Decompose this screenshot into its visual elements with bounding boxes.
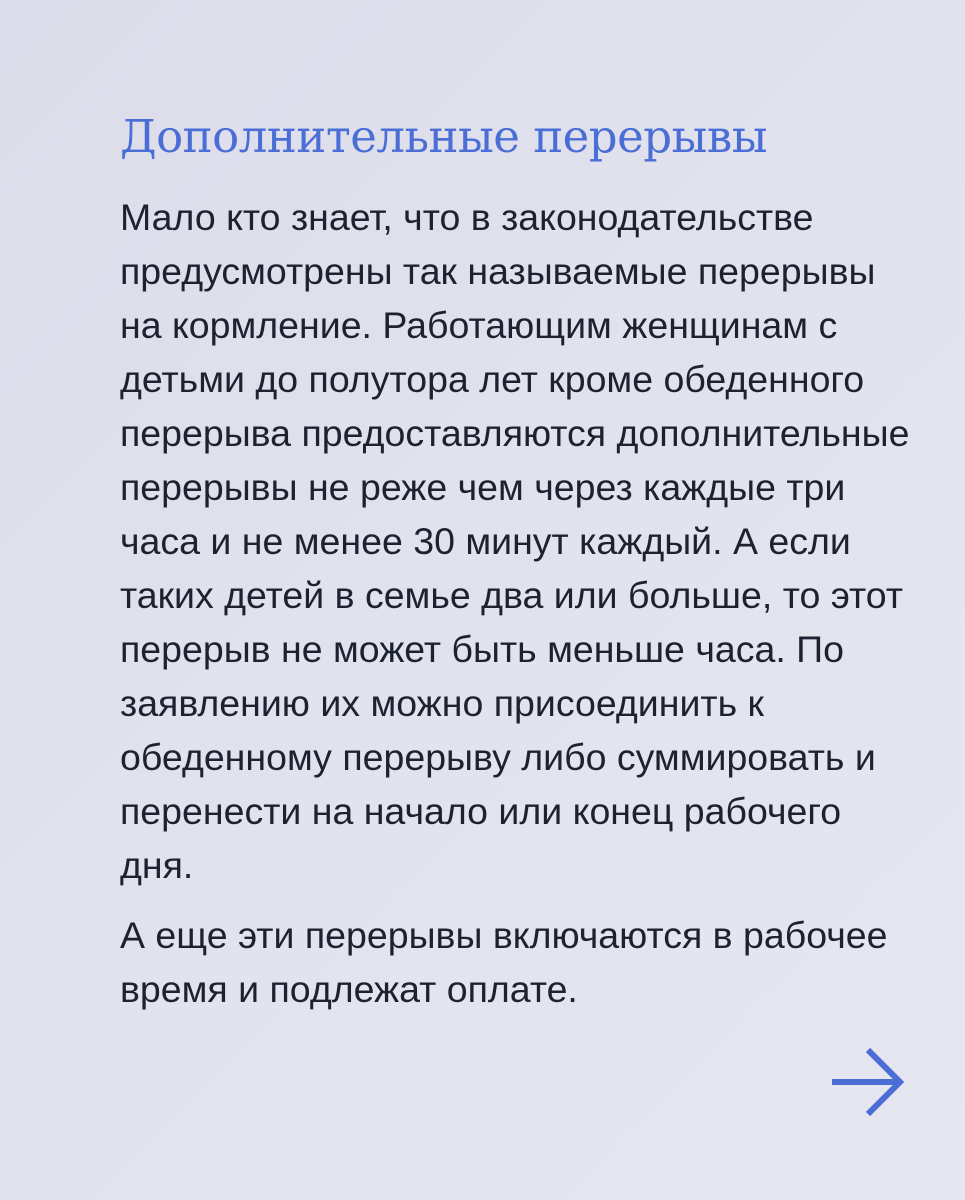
next-slide-button[interactable]	[828, 1046, 908, 1118]
paragraph-1: Мало кто знает, что в законодательстве предусмотрены так называемые перерывы на кормление. Работающим женщинам с детьми до полутора лет кроме обеденного перерыва предоставляются дополнительные перерывы не реже чем через каждые три часа и не менее 30 минут каждый. А если таких детей в семье два или больше, то этот перерыв не может быть меньше часа. По заявлению их можно присоединить к обеденному перерыву либо суммировать и перенести на начало или конец рабочего дня.	[120, 196, 910, 886]
paragraph-2: А еще эти перерывы включаются в рабочее время и подлежат оплате.	[120, 914, 888, 1010]
slide-title: Дополнительные перерывы	[120, 110, 768, 163]
slide-body	[120, 190, 920, 1016]
arrow-right-icon	[828, 1046, 908, 1118]
